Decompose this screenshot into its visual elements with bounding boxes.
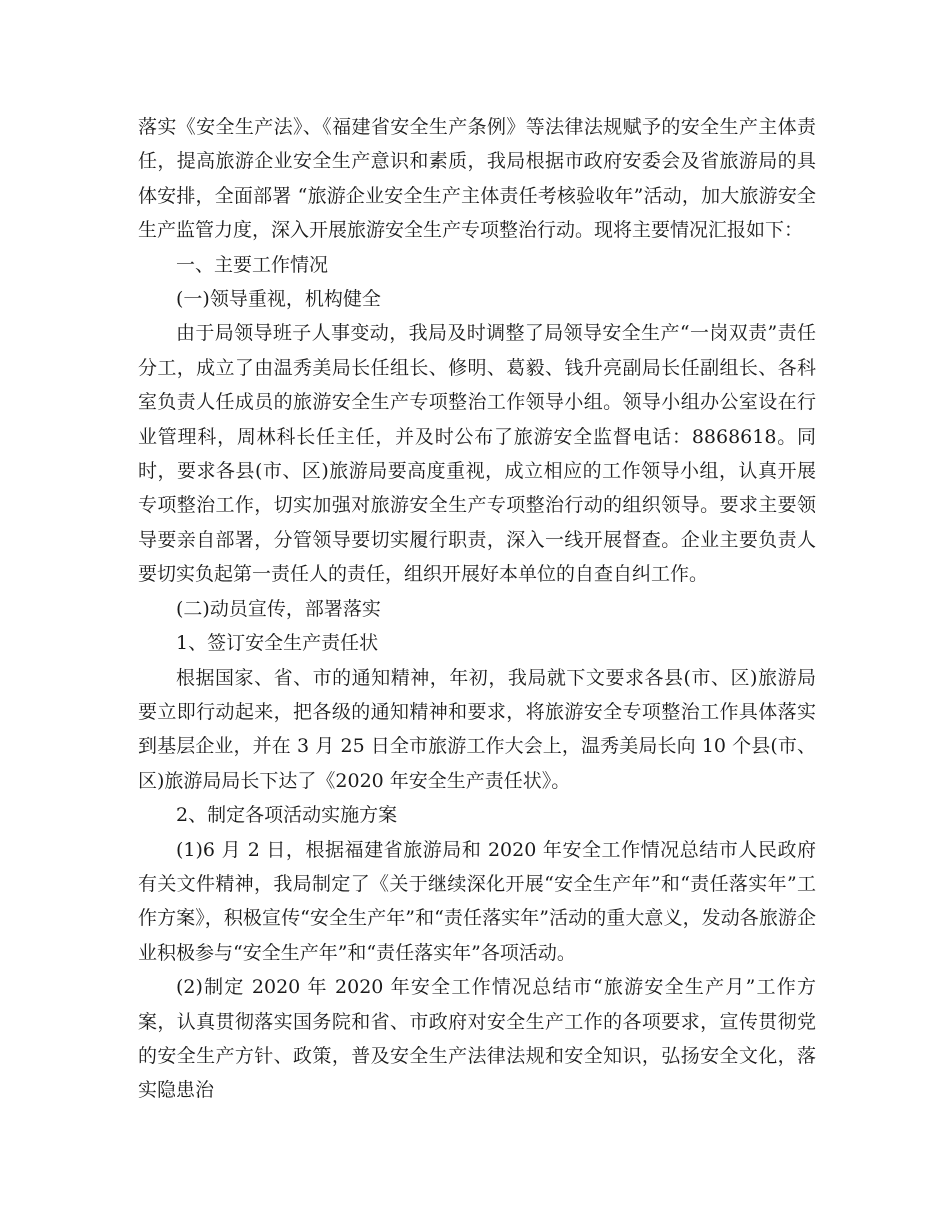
paragraph-intro: 落实《安全生产法》、《福建省安全生产条例》等法律法规赋予的安全生产主体责任，提高旅游企业安全生产意识和素质，我局根据市政府安委会及省旅游局的具体安排，全面部署 “旅游企业安全生产主体责任考核验收年”活动，加大旅游安全生产监管力度，深入开展旅游安全生产专项整治行动。现将主要情况汇报如下： <box>138 116 816 242</box>
document-body <box>138 110 816 1108</box>
subheading-responsibility: 1、签订安全生产责任状 <box>176 632 379 655</box>
heading-main-work: 一、主要工作情况 <box>176 253 329 276</box>
paragraph-plan-2: (2)制定 2020 年 2020 年安全工作情况总结市“旅游安全生产月”工作方案，认真贯彻落实国务院和省、市政府对安全生产工作的各项要求，宣传贯彻党的安全生产方针、政策，普及安全生产法律法规和安全知识，弘扬安全文化，落实隐患治 <box>138 976 816 1102</box>
paragraph-responsibility: 根据国家、省、市的通知精神，年初，我局就下文要求各县(市、区)旅游局要立即行动起来，把各级的通知精神和要求，将旅游安全专项整治工作具体落实到基层企业，并在 3 月 25 日全市旅游工作大会上，温秀美局长向 10 个县(市、区)旅游局局长下达了《2020 年安全生产责任状》。 <box>138 666 816 792</box>
paragraph-leadership: 由于局领导班子人事变动，我局及时调整了局领导安全生产“一岗双责”责任分工，成立了由温秀美局长任组长、修明、葛毅、钱升亮副局长任副组长、各科室负责人任成员的旅游安全生产专项整治工作领导小组。领导小组办公室设在行业管理科，周林科长任主任，并及时公布了旅游安全监督电话：8868618。同时，要求各县(市、区)旅游局要高度重视，成立相应的工作领导小组，认真开展专项整治工作，切实加强对旅游安全生产专项整治行动的组织领导。要求主要领导要亲自部署，分管领导要切实履行职责，深入一线开展督查。企业主要负责人要切实负起第一责任人的责任，组织开展好本单位的自查自纠工作。 <box>138 322 816 586</box>
subheading-leadership: (一)领导重视，机构健全 <box>176 288 381 311</box>
paragraph-plan-1: (1)6 月 2 日，根据福建省旅游局和 2020 年安全工作情况总结市人民政府有关文件精神，我局制定了《关于继续深化开展“安全生产年”和“责任落实年”工作方案》，积极宣传“安全生产年”和“责任落实年”活动的重大意义，发动各旅游企业积极参与“安全生产年”和“责任落实年”各项活动。 <box>138 838 816 964</box>
subheading-plans: 2、制定各项活动实施方案 <box>176 804 398 827</box>
subheading-mobilization: (二)动员宣传，部署落实 <box>176 597 381 620</box>
